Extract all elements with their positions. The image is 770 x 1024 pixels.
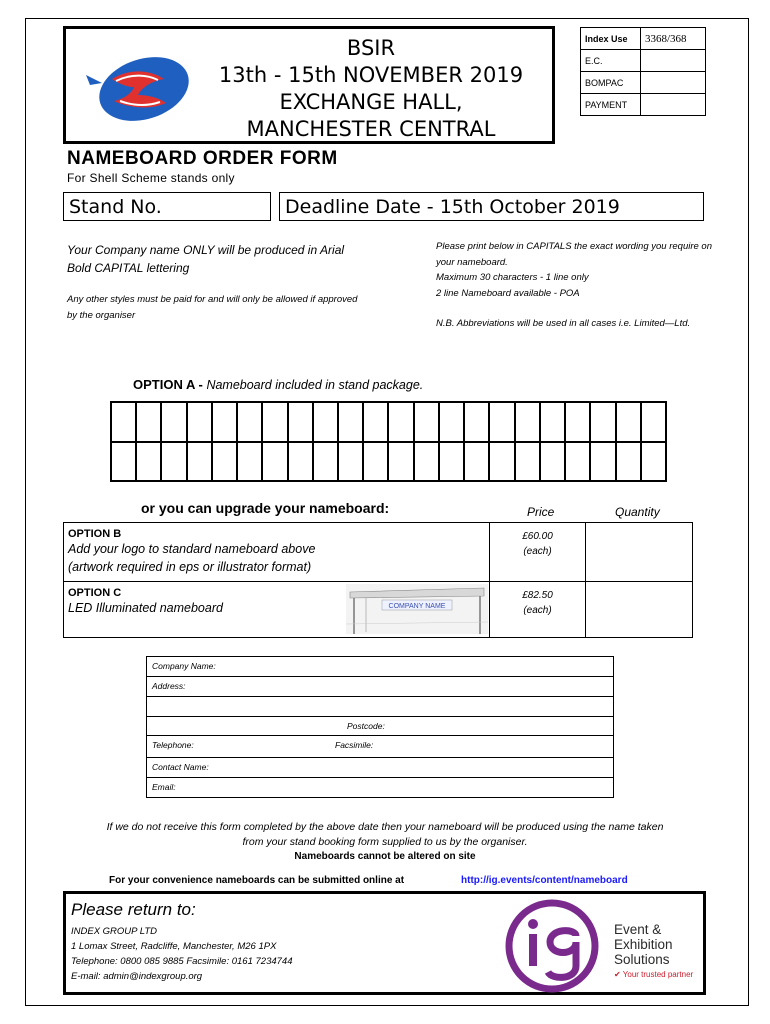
postcode-label: Postcode: xyxy=(347,721,385,731)
upgrade-heading: or you can upgrade your nameboard: xyxy=(141,500,390,516)
ig-tagline-text: Your trusted partner xyxy=(622,970,694,979)
event-location: MANCHESTER CENTRAL xyxy=(246,117,496,141)
letter-box[interactable] xyxy=(540,402,565,442)
letter-box[interactable] xyxy=(338,442,363,482)
check-icon: ✔ xyxy=(614,970,621,979)
letter-box[interactable] xyxy=(464,402,489,442)
option-b-quantity-field[interactable] xyxy=(586,523,692,581)
return-title: Please return to: xyxy=(71,900,196,919)
letter-box[interactable] xyxy=(590,402,615,442)
letter-box[interactable] xyxy=(489,402,514,442)
option-b-line2: (artwork required in eps or illustrator format) xyxy=(68,560,312,574)
letter-box[interactable] xyxy=(565,402,590,442)
telephone-facsimile-field[interactable] xyxy=(147,736,613,758)
return-company: INDEX GROUP LTD xyxy=(71,926,158,937)
address-line-2-field[interactable] xyxy=(147,697,613,717)
letter-box[interactable] xyxy=(187,402,212,442)
telephone-label: Telephone: xyxy=(152,740,194,750)
option-b-price-unit: (each) xyxy=(523,546,552,557)
option-b-row xyxy=(64,523,692,582)
letter-box[interactable] xyxy=(515,402,540,442)
event-details xyxy=(186,35,556,143)
letter-box[interactable] xyxy=(313,402,338,442)
option-b-label: OPTION B xyxy=(68,528,122,540)
ec-field[interactable] xyxy=(641,50,706,72)
address-field[interactable] xyxy=(147,677,613,697)
letter-box[interactable] xyxy=(388,402,413,442)
return-street: 1 Lomax Street, Radcliffe, Manchester, M26 1PX xyxy=(71,941,277,952)
online-submission-link[interactable]: http://ig.events/content/nameboard xyxy=(461,875,628,886)
ig-line-3: Solutions xyxy=(614,952,670,967)
letter-box[interactable] xyxy=(237,402,262,442)
index-use-table xyxy=(580,27,706,116)
led-image-text: COMPANY NAME xyxy=(388,603,446,610)
letter-box[interactable] xyxy=(414,402,439,442)
letter-box[interactable] xyxy=(212,402,237,442)
letter-box[interactable] xyxy=(237,442,262,482)
option-b-line1: Add your logo to standard nameboard above xyxy=(68,542,316,556)
bompac-label: BOMPAC xyxy=(581,72,641,94)
index-use-value: 3368/368 xyxy=(641,28,706,50)
letter-box[interactable] xyxy=(288,442,313,482)
letter-box[interactable] xyxy=(414,442,439,482)
option-c-price: £82.50 xyxy=(522,590,553,601)
return-phone: Telephone: 0800 085 9885 Facsimile: 0161 7234744 xyxy=(71,956,293,967)
letter-box[interactable] xyxy=(439,442,464,482)
event-dates: 13th - 15th NOVEMBER 2019 xyxy=(218,63,524,87)
letter-box[interactable] xyxy=(565,442,590,482)
letter-box[interactable] xyxy=(111,402,136,442)
ig-logo-text xyxy=(614,922,673,967)
option-c-quantity-field[interactable] xyxy=(586,582,692,637)
form-title: NAMEBOARD ORDER FORM xyxy=(67,148,338,169)
option-c-price-cell xyxy=(490,582,586,637)
letter-box[interactable] xyxy=(439,402,464,442)
letter-box[interactable] xyxy=(111,442,136,482)
stand-number-field[interactable]: Stand No. xyxy=(63,192,271,221)
option-b-price-cell xyxy=(490,523,586,581)
nameboard-letter-grid xyxy=(110,401,667,482)
styles-note: Any other styles must be paid for and will only be allowed if approved by the organiser xyxy=(67,294,358,321)
return-address xyxy=(71,924,293,984)
postcode-field[interactable] xyxy=(147,717,613,736)
contact-name-label: Contact Name: xyxy=(152,762,209,772)
index-use-label: Index Use xyxy=(581,28,641,50)
upgrade-options-table xyxy=(63,522,693,638)
event-name: BSIR xyxy=(346,36,396,60)
letter-box[interactable] xyxy=(489,442,514,482)
payment-label: PAYMENT xyxy=(581,94,641,116)
letter-box[interactable] xyxy=(641,442,666,482)
letter-box[interactable] xyxy=(616,442,641,482)
letter-box[interactable] xyxy=(136,442,161,482)
ig-tagline xyxy=(614,970,693,979)
ig-line-1: Event & xyxy=(614,922,662,937)
letter-box[interactable] xyxy=(136,402,161,442)
letter-box[interactable] xyxy=(212,442,237,482)
letter-box[interactable] xyxy=(161,442,186,482)
option-b-price: £60.00 xyxy=(522,531,553,542)
letter-box[interactable] xyxy=(313,442,338,482)
facsimile-label: Facsimile: xyxy=(335,740,374,750)
letter-box[interactable] xyxy=(540,442,565,482)
letter-box[interactable] xyxy=(338,402,363,442)
option-c-price-unit: (each) xyxy=(523,605,552,616)
company-name-label: Company Name: xyxy=(152,661,216,671)
email-label: Email: xyxy=(152,782,176,792)
ig-line-2: Exhibition xyxy=(614,937,673,952)
letter-box[interactable] xyxy=(363,402,388,442)
email-field[interactable] xyxy=(147,778,613,797)
notice-line-1: If we do not receive this form completed by the above date then your nameboard will be produced using the name taken xyxy=(106,821,664,833)
font-note: Your Company name ONLY will be produced in Arial Bold CAPITAL lettering xyxy=(67,243,345,275)
online-submission-text: For your convenience nameboards can be submitted online at xyxy=(109,875,405,886)
deadline-date: Deadline Date - 15th October 2019 xyxy=(279,192,704,221)
ig-logo-icon xyxy=(502,896,608,994)
letter-box[interactable] xyxy=(363,442,388,482)
event-venue: EXCHANGE HALL, xyxy=(279,90,463,114)
letter-box[interactable] xyxy=(590,442,615,482)
option-c-label: OPTION C xyxy=(68,587,122,599)
option-c-row xyxy=(64,582,692,637)
event-header xyxy=(63,26,555,144)
deadline-notice xyxy=(60,820,710,850)
option-a-label: OPTION A - xyxy=(133,377,207,392)
instruction-abbreviations: N.B. Abbreviations will be used in all cases i.e. Limited—Ltd. xyxy=(436,318,691,329)
letter-box[interactable] xyxy=(464,442,489,482)
return-address-box xyxy=(63,891,706,995)
instructions-note xyxy=(436,239,716,332)
letter-box[interactable] xyxy=(262,442,287,482)
instruction-capitals: Please print below in CAPITALS the exact wording you require on your nameboard. xyxy=(436,241,713,268)
option-a-text: Nameboard included in stand package. xyxy=(206,378,424,392)
option-c-description xyxy=(64,582,490,637)
letter-box[interactable] xyxy=(515,442,540,482)
instruction-max-chars: Maximum 30 characters - 1 line only xyxy=(436,272,589,283)
letter-box[interactable] xyxy=(262,402,287,442)
address-label: Address: xyxy=(152,681,186,691)
quantity-header: Quantity xyxy=(615,505,660,519)
price-header: Price xyxy=(527,505,555,519)
return-email: E-mail: admin@indexgroup.org xyxy=(71,971,203,982)
letter-box[interactable] xyxy=(187,442,212,482)
contact-name-field[interactable] xyxy=(147,758,613,778)
letter-box[interactable] xyxy=(388,442,413,482)
option-a-heading xyxy=(133,377,423,392)
company-name-field[interactable] xyxy=(147,657,613,677)
letter-box[interactable] xyxy=(161,402,186,442)
ec-label: E.C. xyxy=(581,50,641,72)
letter-box[interactable] xyxy=(641,402,666,442)
instruction-two-line: 2 line Nameboard available - POA xyxy=(436,287,580,299)
option-c-line1: LED Illuminated nameboard xyxy=(68,601,223,615)
payment-field[interactable] xyxy=(641,94,706,116)
letter-box[interactable] xyxy=(616,402,641,442)
led-nameboard-image xyxy=(346,584,488,634)
notice-line-2: from your stand booking form supplied to us by the organiser. xyxy=(242,836,528,848)
option-b-description xyxy=(64,523,490,581)
letter-box[interactable] xyxy=(288,402,313,442)
bompac-field[interactable] xyxy=(641,72,706,94)
contact-details-table xyxy=(146,656,614,798)
bsir-logo xyxy=(82,51,194,123)
no-alteration-notice: Nameboards cannot be altered on site xyxy=(294,851,476,862)
form-subtitle: For Shell Scheme stands only xyxy=(67,171,235,185)
